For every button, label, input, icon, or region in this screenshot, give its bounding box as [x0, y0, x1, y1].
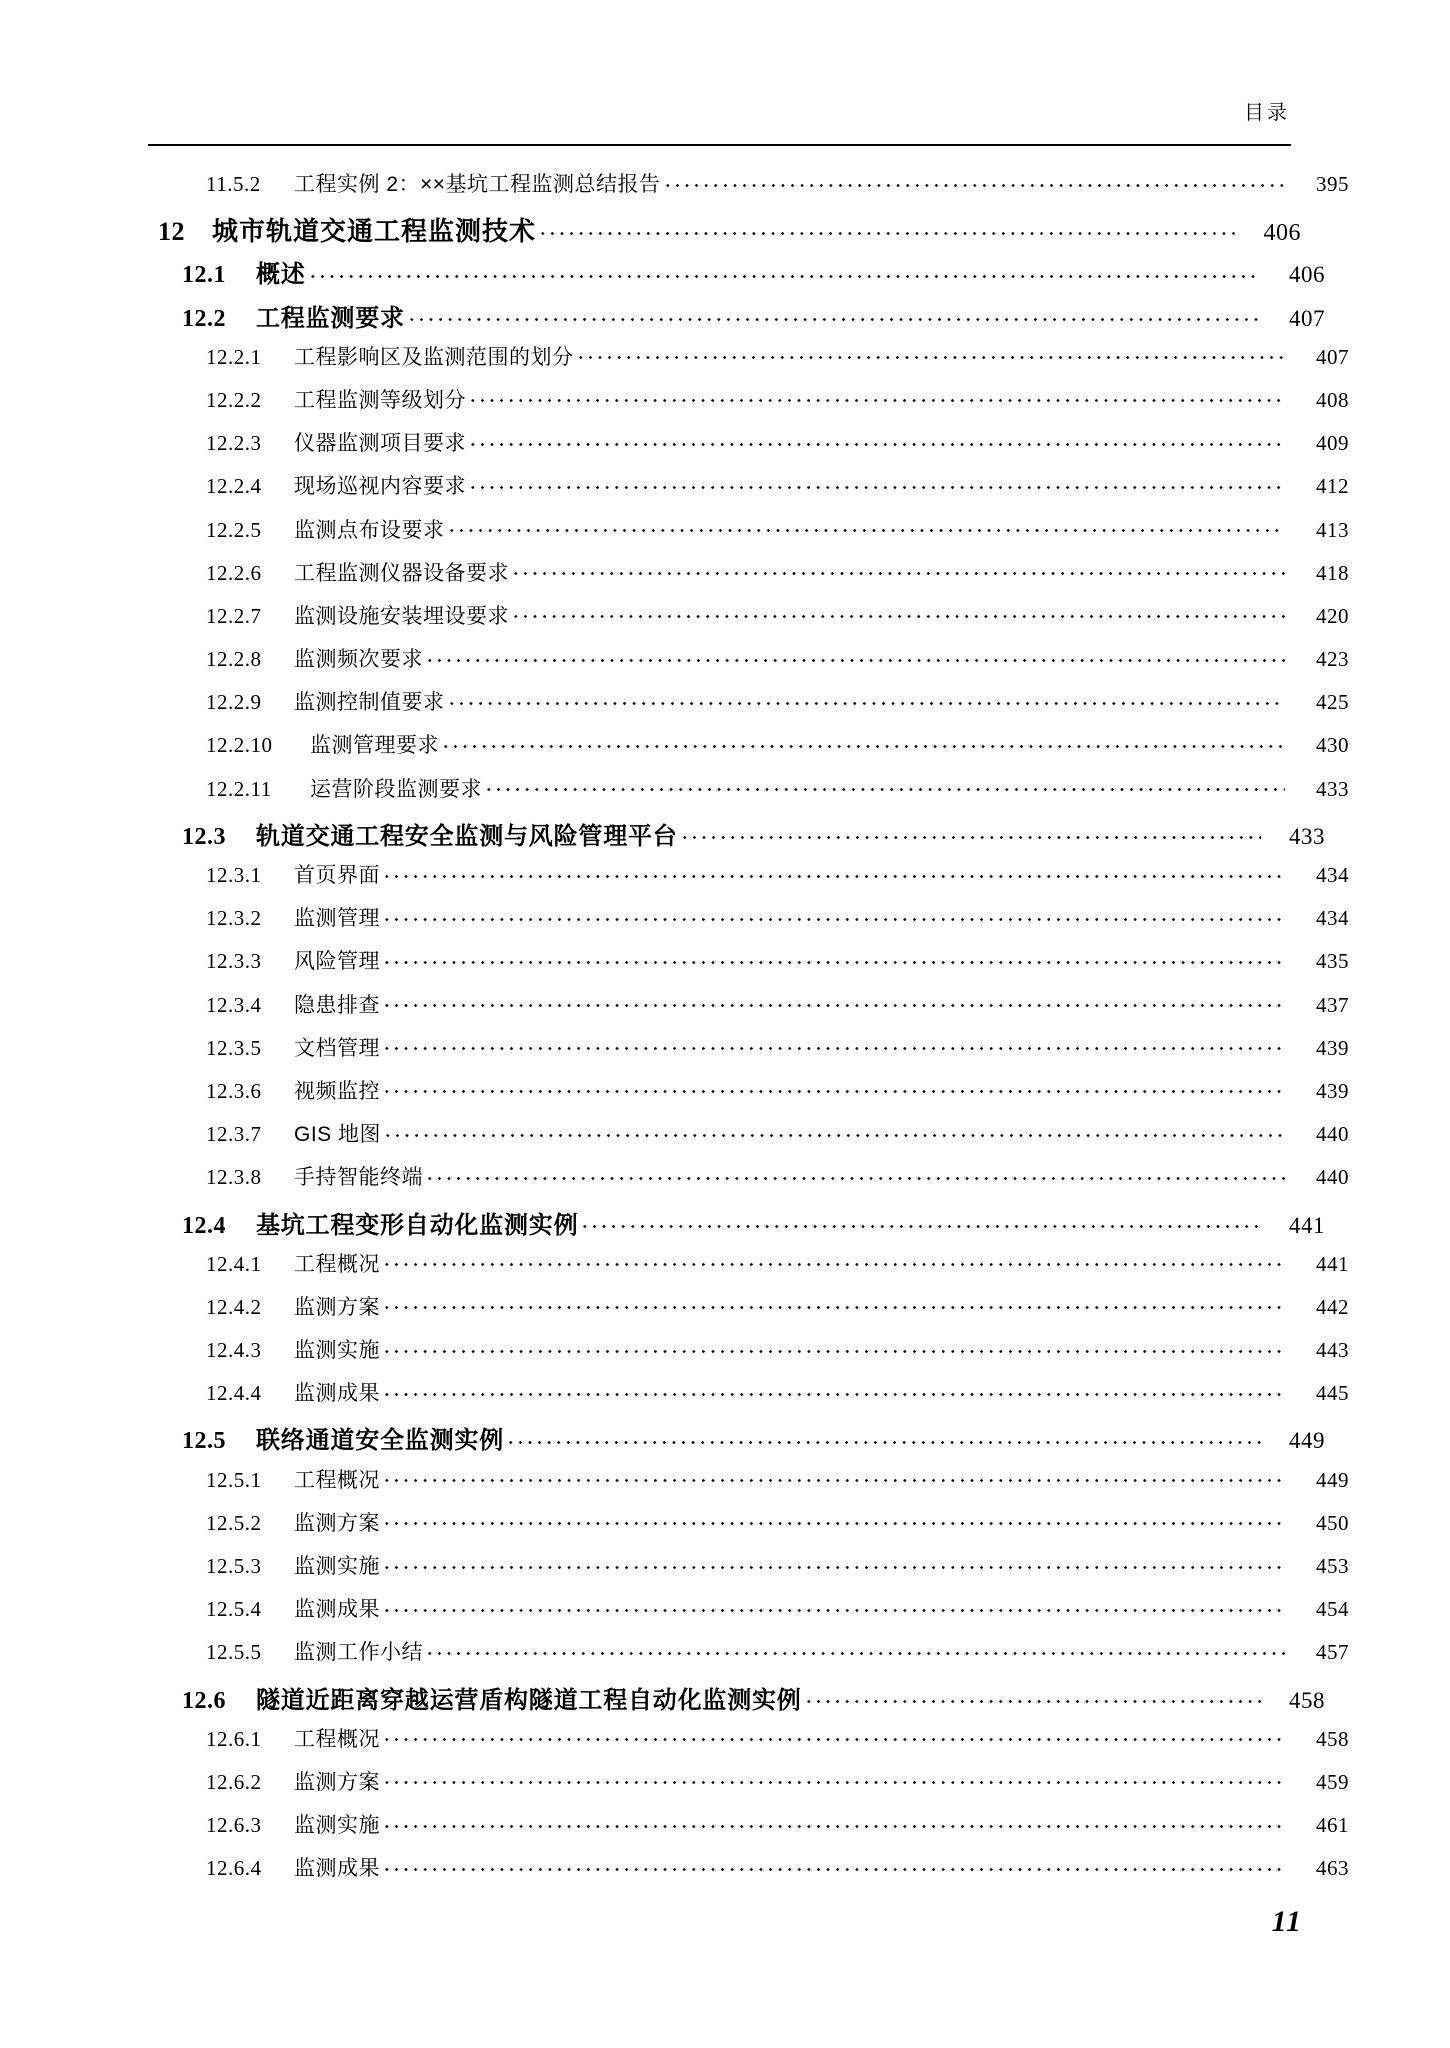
toc-entry-title: 城市轨道交通工程监测技术: [212, 216, 537, 247]
toc-entry-title: 监测实施: [294, 1814, 380, 1838]
toc-leader-dots: [511, 607, 1285, 623]
toc-entry-number: 12.3.5: [206, 1035, 262, 1060]
toc-entry-page-number: 413: [1316, 517, 1349, 542]
toc-entry[interactable]: [148, 1852, 1349, 1895]
toc-entry[interactable]: [148, 1680, 1325, 1723]
toc-entry-number: 12.2.1: [206, 344, 262, 369]
toc-entry-page-number: 406: [1263, 220, 1301, 247]
toc-entry-title: 监测实施: [294, 1555, 380, 1578]
toc-entry-page-number: 435: [1316, 949, 1349, 974]
toc-entry[interactable]: [148, 1507, 1349, 1550]
toc-entry-page-number: 441: [1289, 1212, 1325, 1238]
toc-leader-dots: [382, 1773, 1285, 1789]
toc-entry[interactable]: [148, 1377, 1349, 1420]
toc-entry-number: 12.3.1: [206, 863, 262, 887]
toc-entry-page-number: 449: [1289, 1428, 1325, 1454]
toc-entry-page-number: 434: [1316, 863, 1349, 887]
toc-leader-dots: [382, 1816, 1285, 1832]
toc-entry[interactable]: [148, 1723, 1349, 1766]
toc-entry[interactable]: [148, 1248, 1349, 1291]
toc-entry-page-number: 407: [1316, 344, 1349, 369]
toc-entry-page-number: 461: [1316, 1813, 1349, 1838]
toc-leader-dots: [382, 1514, 1285, 1530]
toc-entry-page-number: 406: [1289, 262, 1325, 288]
toc-entry-page-number: 412: [1316, 474, 1349, 499]
toc-entry-number: 12.2.6: [206, 560, 262, 585]
toc-entry[interactable]: [148, 686, 1349, 729]
toc-entry-page-number: 445: [1316, 1381, 1349, 1406]
toc-entry[interactable]: [148, 1593, 1349, 1636]
toc-entry-number: 12.6.2: [206, 1769, 262, 1794]
toc-entry-page-number: 449: [1316, 1467, 1349, 1492]
toc-entry-title: 监测工作小结: [294, 1641, 423, 1665]
toc-entry-title: 隧道近距离穿越运营盾构隧道工程自动化监测实例: [256, 1686, 802, 1714]
toc-entry[interactable]: [148, 1291, 1349, 1334]
toc-leader-dots: [382, 1384, 1285, 1400]
toc-leader-dots: [382, 996, 1285, 1012]
toc-entry-number: 12.3.4: [206, 992, 262, 1017]
toc-entry-number: 12.2.2: [206, 387, 262, 412]
toc-leader-dots: [383, 1125, 1285, 1141]
toc-entry[interactable]: [148, 989, 1349, 1032]
toc-entry-page-number: 407: [1289, 305, 1325, 331]
toc-leader-dots: [511, 564, 1285, 580]
toc-entry-title: 监测控制值要求: [294, 691, 445, 715]
toc-entry-title: 工程实例 2：××基坑工程监测总结报告: [294, 173, 661, 196]
toc-leader-dots: [441, 736, 1285, 752]
toc-entry[interactable]: [148, 945, 1349, 988]
toc-entry[interactable]: [148, 514, 1349, 557]
toc-leader-dots: [425, 1168, 1285, 1184]
toc-entry-number: 12.6.1: [206, 1726, 262, 1751]
toc-entry-title: 文档管理: [294, 1036, 380, 1060]
toc-leader-dots: [382, 1859, 1285, 1875]
running-header: [148, 96, 1290, 136]
toc-entry-page-number: 423: [1316, 647, 1349, 672]
toc-entry[interactable]: [148, 1420, 1325, 1463]
toc-leader-dots: [382, 1730, 1285, 1746]
toc-entry-title: 监测成果: [294, 1382, 380, 1406]
toc-entry-title: 仪器监测项目要求: [294, 432, 466, 456]
toc-entry-title: 工程概况: [294, 1727, 380, 1751]
toc-entry[interactable]: [148, 1464, 1349, 1507]
toc-entry-title: 风险管理: [294, 950, 380, 974]
toc-leader-dots: [506, 1432, 1261, 1448]
toc-entry-title: 概述: [256, 261, 306, 289]
toc-leader-dots: [382, 1557, 1285, 1573]
running-header-label: 目录: [1244, 102, 1290, 124]
toc-entry[interactable]: [148, 816, 1325, 859]
toc-entry-title: 工程监测等级划分: [294, 388, 466, 412]
toc-entry-number: 11.5.2: [206, 172, 261, 196]
toc-entry-number: 12.4: [182, 1212, 226, 1239]
toc-leader-dots: [382, 1082, 1285, 1098]
toc-leader-dots: [382, 1255, 1285, 1271]
toc-entry-number: 12.2.8: [206, 647, 262, 672]
toc-leader-dots: [382, 909, 1285, 925]
toc-entry[interactable]: [148, 341, 1349, 384]
toc-entry-title: 监测成果: [294, 1857, 380, 1881]
toc-entry-page-number: 453: [1316, 1554, 1349, 1578]
toc-entry-number: 12.2.5: [206, 517, 262, 542]
toc-entry-number: 12.5.3: [206, 1554, 262, 1578]
toc-entry[interactable]: [148, 1334, 1349, 1377]
toc-entry-page-number: 459: [1316, 1769, 1349, 1794]
toc-entry[interactable]: [148, 600, 1349, 643]
toc-entry-title: GIS 地图: [294, 1123, 382, 1147]
toc-entry-page-number: 463: [1316, 1856, 1349, 1881]
toc-entry-page-number: 457: [1316, 1640, 1349, 1665]
toc-entry[interactable]: [148, 1636, 1349, 1679]
toc-entry-title: 监测点布设要求: [294, 518, 445, 542]
table-of-contents: [148, 168, 1349, 1896]
toc-entry-page-number: 450: [1316, 1510, 1349, 1535]
toc-entry-title: 隐患排查: [294, 993, 380, 1017]
toc-entry-page-number: 434: [1316, 906, 1349, 931]
toc-entry-title: 手持智能终端: [294, 1166, 423, 1190]
toc-entry-page-number: 408: [1316, 387, 1349, 412]
toc-entry-page-number: 395: [1316, 172, 1349, 196]
toc-entry-page-number: 443: [1316, 1338, 1349, 1363]
toc-entry[interactable]: [148, 254, 1325, 297]
toc-leader-dots: [382, 1600, 1285, 1616]
toc-leader-dots: [425, 1643, 1285, 1659]
toc-entry-page-number: 437: [1316, 992, 1349, 1017]
toc-entry-number: 12.4.2: [206, 1294, 262, 1319]
toc-entry[interactable]: [148, 211, 1301, 254]
toc-leader-dots: [407, 310, 1261, 326]
toc-entry-number: 12.2.9: [206, 690, 262, 715]
toc-leader-dots: [382, 1471, 1285, 1487]
toc-entry-page-number: 439: [1316, 1035, 1349, 1060]
toc-entry-number: 12.5: [182, 1428, 226, 1455]
toc-entry-number: 12.5.1: [206, 1467, 262, 1492]
toc-entry-number: 12.2.7: [206, 603, 262, 628]
page-number-folio: 11: [1271, 1905, 1302, 1938]
header-rule-divider: [148, 144, 1291, 146]
toc-leader-dots: [382, 952, 1285, 968]
toc-leader-dots: [663, 175, 1285, 191]
toc-entry[interactable]: [148, 168, 1349, 211]
toc-entry-number: 12.3.3: [206, 949, 262, 974]
toc-entry-page-number: 442: [1316, 1294, 1349, 1319]
toc-leader-dots: [468, 477, 1285, 493]
toc-leader-dots: [468, 391, 1285, 407]
toc-leader-dots: [447, 521, 1286, 537]
toc-leader-dots: [580, 1217, 1261, 1233]
toc-entry-number: 12.4.3: [206, 1338, 262, 1363]
toc-entry-title: 监测实施: [294, 1339, 380, 1363]
toc-entry-title: 监测设施安装埋设要求: [294, 604, 509, 628]
toc-leader-dots: [447, 693, 1286, 709]
toc-entry-number: 12.3: [182, 823, 226, 850]
toc-leader-dots: [680, 828, 1261, 844]
toc-entry-page-number: 409: [1316, 431, 1349, 456]
toc-entry[interactable]: [148, 557, 1349, 600]
toc-entry-title: 工程概况: [294, 1252, 380, 1276]
toc-entry-title: 基坑工程变形自动化监测实例: [256, 1211, 579, 1239]
toc-entry-page-number: 433: [1289, 823, 1325, 849]
toc-entry-page-number: 458: [1316, 1726, 1349, 1751]
toc-entry-number: 12.2.11: [206, 776, 272, 801]
toc-entry-number: 12.2.4: [206, 474, 262, 499]
toc-entry[interactable]: [148, 1809, 1349, 1852]
toc-entry[interactable]: [148, 902, 1349, 945]
toc-entry-title: 视频监控: [294, 1079, 380, 1103]
toc-entry-title: 现场巡视内容要求: [294, 475, 466, 499]
toc-entry-number: 12.5.4: [206, 1597, 262, 1622]
toc-entry-title: 监测方案: [294, 1511, 380, 1535]
toc-entry-title: 工程概况: [294, 1468, 380, 1492]
toc-entry-title: 工程影响区及监测范围的划分: [294, 345, 574, 369]
toc-entry-number: 12.4.4: [206, 1381, 262, 1406]
toc-entry-page-number: 430: [1316, 733, 1349, 758]
toc-leader-dots: [382, 866, 1285, 882]
toc-leader-dots: [576, 348, 1286, 364]
toc-entry[interactable]: [148, 470, 1349, 513]
toc-entry[interactable]: [148, 1766, 1349, 1809]
toc-entry-number: 12.3.8: [206, 1165, 262, 1190]
toc-entry[interactable]: [148, 859, 1349, 902]
toc-entry[interactable]: [148, 384, 1349, 427]
toc-entry-number: 12.2: [182, 305, 226, 332]
toc-entry-title: 工程监测要求: [256, 304, 405, 332]
toc-entry-title: 首页界面: [294, 864, 380, 887]
toc-leader-dots: [538, 224, 1237, 240]
toc-leader-dots: [804, 1692, 1261, 1708]
toc-entry-title: 监测成果: [294, 1598, 380, 1622]
toc-leader-dots: [425, 650, 1285, 666]
toc-entry-number: 12.6.3: [206, 1813, 262, 1838]
toc-entry[interactable]: [148, 773, 1349, 816]
toc-entry-number: 12.2.3: [206, 431, 262, 456]
toc-entry-number: 12: [158, 217, 185, 247]
toc-leader-dots: [484, 780, 1285, 796]
toc-entry-number: 12.3.6: [206, 1078, 262, 1103]
toc-leader-dots: [382, 1298, 1285, 1314]
toc-entry[interactable]: [148, 1118, 1349, 1161]
toc-entry[interactable]: [148, 643, 1349, 686]
toc-entry-page-number: 440: [1316, 1122, 1349, 1147]
toc-entry-title: 监测方案: [294, 1295, 380, 1319]
toc-entry-number: 12.5.2: [206, 1510, 262, 1535]
toc-entry-title: 监测管理要求: [310, 734, 439, 758]
toc-entry-number: 12.6: [182, 1687, 226, 1714]
toc-entry[interactable]: [148, 427, 1349, 470]
toc-entry[interactable]: [148, 1075, 1349, 1118]
toc-entry[interactable]: [148, 1205, 1325, 1248]
toc-entry-page-number: 433: [1316, 776, 1349, 801]
toc-entry-page-number: 418: [1316, 560, 1349, 585]
toc-entry-title: 工程监测仪器设备要求: [294, 561, 509, 585]
toc-entry-number: 12.2.10: [206, 733, 273, 758]
toc-entry-page-number: 454: [1316, 1597, 1349, 1622]
toc-entry-title: 监测频次要求: [294, 648, 423, 672]
toc-entry-number: 12.3.7: [206, 1122, 262, 1147]
toc-entry[interactable]: [148, 1550, 1349, 1593]
toc-entry-title: 运营阶段监测要求: [310, 777, 482, 801]
toc-entry-number: 12.1: [182, 262, 226, 289]
toc-leader-dots: [308, 266, 1261, 282]
toc-entry-page-number: 425: [1316, 690, 1349, 715]
toc-entry-number: 12.3.2: [206, 906, 262, 931]
toc-entry-page-number: 441: [1316, 1251, 1349, 1276]
toc-entry-number: 12.5.5: [206, 1640, 262, 1665]
toc-entry-title: 监测管理: [294, 907, 380, 931]
toc-entry-page-number: 420: [1316, 603, 1349, 628]
toc-entry-title: 监测方案: [294, 1770, 380, 1794]
toc-entry[interactable]: [148, 1032, 1349, 1075]
toc-entry-page-number: 439: [1316, 1078, 1349, 1103]
toc-entry[interactable]: [148, 729, 1349, 772]
toc-entry[interactable]: [148, 1161, 1349, 1204]
toc-leader-dots: [468, 434, 1285, 450]
toc-entry-page-number: 458: [1289, 1687, 1325, 1713]
toc-entry[interactable]: [148, 298, 1325, 341]
toc-leader-dots: [382, 1341, 1285, 1357]
toc-entry-title: 轨道交通工程安全监测与风险管理平台: [256, 822, 678, 850]
toc-leader-dots: [382, 1039, 1285, 1055]
toc-entry-number: 12.4.1: [206, 1251, 262, 1276]
toc-entry-page-number: 440: [1316, 1165, 1349, 1190]
toc-entry-title: 联络通道安全监测实例: [256, 1427, 504, 1455]
toc-entry-number: 12.6.4: [206, 1856, 262, 1881]
